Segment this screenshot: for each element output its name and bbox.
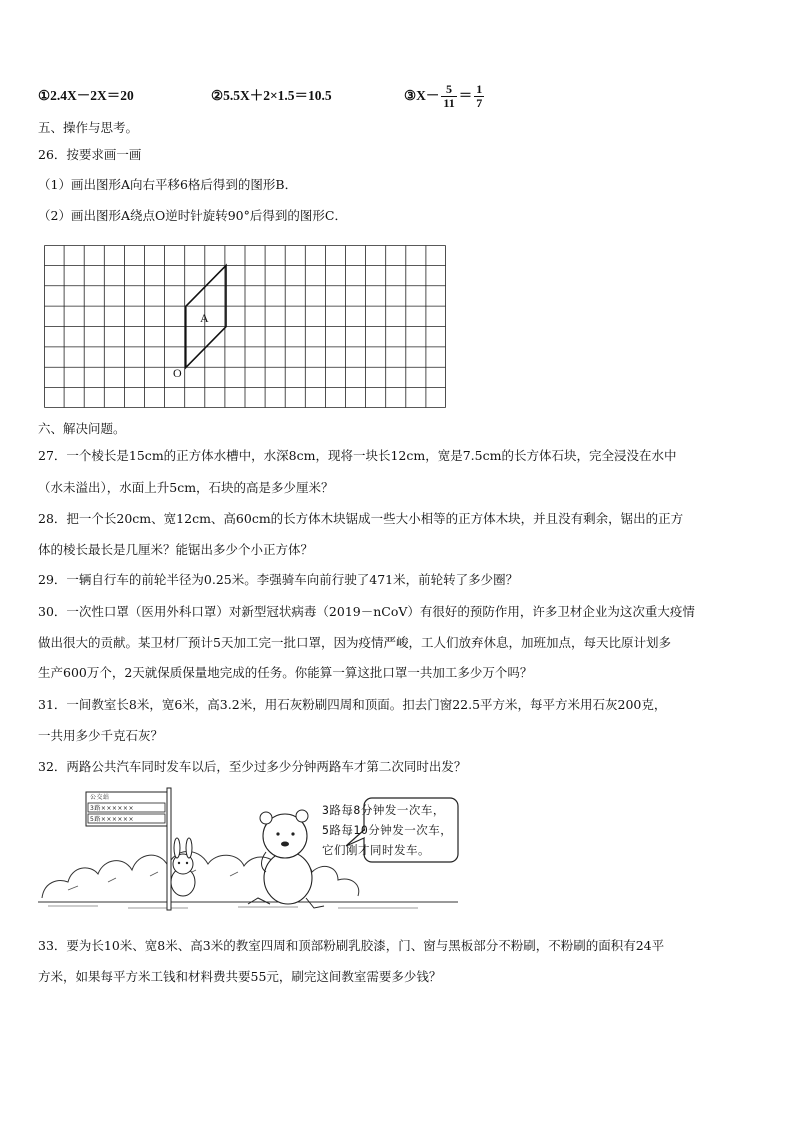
fraction-1-7 bbox=[474, 83, 484, 110]
question-26-title: 26．按要求画一画 bbox=[38, 147, 142, 162]
fraction-numerator: 5 bbox=[441, 83, 456, 97]
bubble-line-3: 它们刚才同时发车。 bbox=[322, 843, 430, 857]
fraction-denominator: 7 bbox=[476, 96, 483, 111]
square-grid bbox=[44, 245, 446, 408]
bubble-line-1: 3路每8分钟发一次车， bbox=[322, 803, 445, 817]
question-29-line-1: 29．一辆自行车的前轮半径为0.25米。李强骑车向前行驶了471米，前轮转了多少圈？ bbox=[38, 572, 519, 587]
question-30-line-2: 做出很大的贡献。某卫材厂预计5天加工完一批口罩，因为疫情严峻，工人们放弃休息，加班加点，每天比原计划多 bbox=[38, 635, 671, 650]
question-30-line-3: 生产600万个，2天就保质保量地完成的任务。你能算一算这批口罩一共加工多少万个吗？ bbox=[38, 665, 533, 680]
point-o-label: O bbox=[173, 366, 182, 380]
bus-stop-illustration bbox=[38, 786, 462, 916]
question-28-line-1: 28．把一个长20cm、宽12cm、高60cm的长方体木块锯成一些大小相等的正方体木块，并且没有剩余，锯出的正方 bbox=[38, 511, 684, 526]
equation-3 bbox=[404, 80, 486, 112]
question-33-line-2: 方米，如果每平方米工钱和材料费共要55元，刷完这间教室需要多少钱？ bbox=[38, 969, 442, 984]
equation-1: ①2.4X－2X＝20 bbox=[38, 88, 134, 103]
question-26-part-2: （2）画出图形A绕点O逆时针旋转90°后得到的图形C． bbox=[38, 208, 347, 223]
fraction-numerator: 1 bbox=[476, 82, 483, 97]
question-26-part-1: （1）画出图形A向右平移6格后得到的图形B． bbox=[38, 177, 298, 192]
section-5-heading: 五、操作与思考。 bbox=[38, 120, 139, 135]
shape-a-label: A bbox=[200, 311, 209, 325]
grid-drawing bbox=[44, 245, 446, 408]
question-33-line-1: 33．要为长10米、宽8米、高3米的教室四周和顶部粉刷乳胶漆，门、窗与黑板部分不粉刷，不粉刷的面积有24平 bbox=[38, 938, 665, 953]
question-27-line-1: 27．一个棱长是15cm的正方体水槽中，水深8cm，现将一块长12cm，宽是7.5cm的长方体石块，完全浸没在水中 bbox=[38, 448, 677, 463]
fraction-5-11 bbox=[441, 83, 456, 110]
question-28-line-2: 体的棱长最长是几厘米？能锯出多少个小正方体？ bbox=[38, 542, 314, 557]
fraction-denominator: 11 bbox=[443, 96, 455, 111]
equation-3-prefix: ③X－ bbox=[404, 88, 440, 103]
section-6-heading: 六、解决问题。 bbox=[38, 421, 126, 436]
bubble-line-2: 5路每10分钟发一次车， bbox=[322, 823, 453, 837]
question-31-line-1: 31．一间教室长8米，宽6米，高3.2米，用石灰粉刷四周和顶面。扣去门窗22.5平方米，每平方米用石灰200克， bbox=[38, 697, 667, 712]
equation-2: ②5.5X＋2×1.5＝10.5 bbox=[211, 88, 332, 103]
question-31-line-2: 一共用多少千克石灰？ bbox=[38, 728, 164, 743]
question-32-line-1: 32．两路公共汽车同时发车以后，至少过多少分钟两路车才第二次同时出发？ bbox=[38, 759, 467, 774]
bus-sign-route-5: 5路×××××× bbox=[90, 816, 134, 823]
question-27-line-2: （水未溢出），水面上升5cm，石块的高是多少厘米？ bbox=[38, 480, 334, 495]
question-30-line-1: 30．一次性口罩（医用外科口罩）对新型冠状病毒（2019－nCoV）有很好的预防作用，许多卫材企业为这次重大疫情 bbox=[38, 604, 695, 619]
bus-sign-header: 公交站 bbox=[90, 794, 110, 801]
equals-sign: ＝ bbox=[458, 88, 473, 103]
bus-sign-route-3: 3路×××××× bbox=[90, 805, 134, 812]
